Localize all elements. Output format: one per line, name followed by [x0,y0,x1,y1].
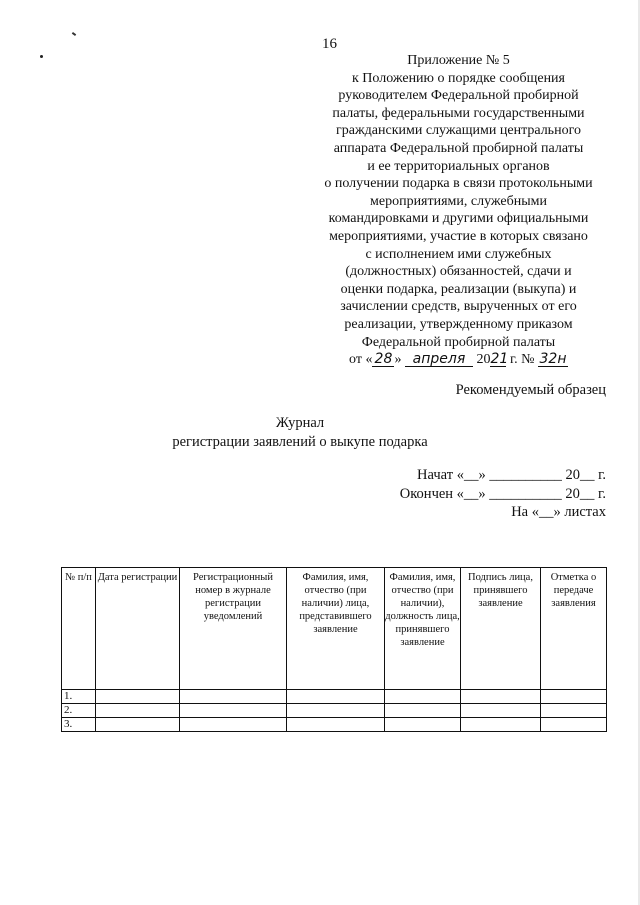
journal-started: Начат «__» __________ 20__ г. [417,467,606,483]
table-cell [96,704,180,718]
column-header-receiver-name: Фамилия, имя, отчество (при наличии), должность лица, принявшего заявление [385,568,461,690]
order-prefix: от « [349,352,373,368]
table-row [62,718,607,732]
appendix-line: Федеральной пробирной палаты [361,334,556,350]
table-cell [385,704,461,718]
table-cell [96,690,180,704]
journal-title-line2: регистрации заявлений о выкупе подарка [172,434,428,450]
appendix-title: Приложение № 5 [407,53,510,68]
appendix-block [296,52,621,369]
appendix-line: мероприятиями, участие в которых связано [329,228,588,244]
appendix-line: реализации, утвержденному приказом [344,316,573,332]
scan-dot [40,55,43,58]
order-year-prefix: 20 [476,352,491,368]
table-header-row [62,568,607,690]
journal-sheets: На «__» листах [511,504,606,520]
order-year-suffix: г. № [509,352,535,368]
row-number: 1. [62,690,96,704]
table-cell [461,690,541,704]
table-cell [287,704,385,718]
appendix-line: зачислении средств, вырученных от его [340,299,577,315]
appendix-line: о получении подарка в связи протокольными [324,176,593,192]
appendix-line: мероприятиями, служебными [370,193,547,209]
column-header-registration-number: Регистрационный номер в журнале регистрации уведомлений [180,568,287,690]
column-header-number: № п/п [62,568,96,690]
table-cell [96,718,180,732]
table-cell [385,718,461,732]
appendix-line: аппарата Федеральной пробирной палаты [333,140,584,156]
table-cell [541,718,607,732]
column-header-transfer-mark: Отметка о передаче заявления [541,568,607,690]
table-cell [180,690,287,704]
appendix-line: руководителем Федеральной пробирной [338,88,579,104]
page-number: 16 [322,36,337,52]
appendix-line: палаты, федеральными государственными [332,105,585,121]
column-header-receiver-signature: Подпись лица, принявшего заявление [461,568,541,690]
appendix-line: и ее территориальных органов [367,158,550,174]
table-cell [180,718,287,732]
appendix-line: командировками и другими официальными [328,211,589,227]
journal-title-line1: Журнал [275,415,325,431]
table-cell [541,704,607,718]
column-header-applicant-name: Фамилия, имя, отчество (при наличии) лица, представившего заявление [287,568,385,690]
table-cell [180,704,287,718]
journal-table [61,567,607,732]
table-row [62,690,607,704]
table-cell [287,690,385,704]
order-reference [296,351,621,369]
order-year-handwritten: 21 [490,351,509,368]
table-cell [385,690,461,704]
journal-finished: Окончен «__» __________ 20__ г. [399,485,606,502]
row-number: 2. [62,704,96,718]
appendix-line: с исполнением ими служебных [365,246,552,262]
order-day-handwritten: 28 [372,352,394,367]
appendix-line: (должностных) обязанностей, сдачи и [345,264,572,280]
table-cell [541,690,607,704]
recommended-sample: Рекомендуемый образец [455,382,606,398]
table-row [62,704,607,718]
journal-title [0,414,640,452]
order-number-handwritten: 32н [539,351,567,368]
scan-mark [72,32,76,36]
appendix-line: гражданскими служащими центрального [336,123,581,139]
table-cell [461,704,541,718]
journal-dates [400,466,606,522]
table-cell [287,718,385,732]
order-month-handwritten: апреля [405,352,473,367]
column-header-date: Дата регистрации [96,568,180,690]
row-number: 3. [62,718,96,732]
order-mid: » [394,352,402,368]
table-cell [461,718,541,732]
appendix-line: к Положению о порядке сообщения [352,70,565,86]
appendix-line: оценки подарка, реализации (выкупа) и [340,281,577,297]
